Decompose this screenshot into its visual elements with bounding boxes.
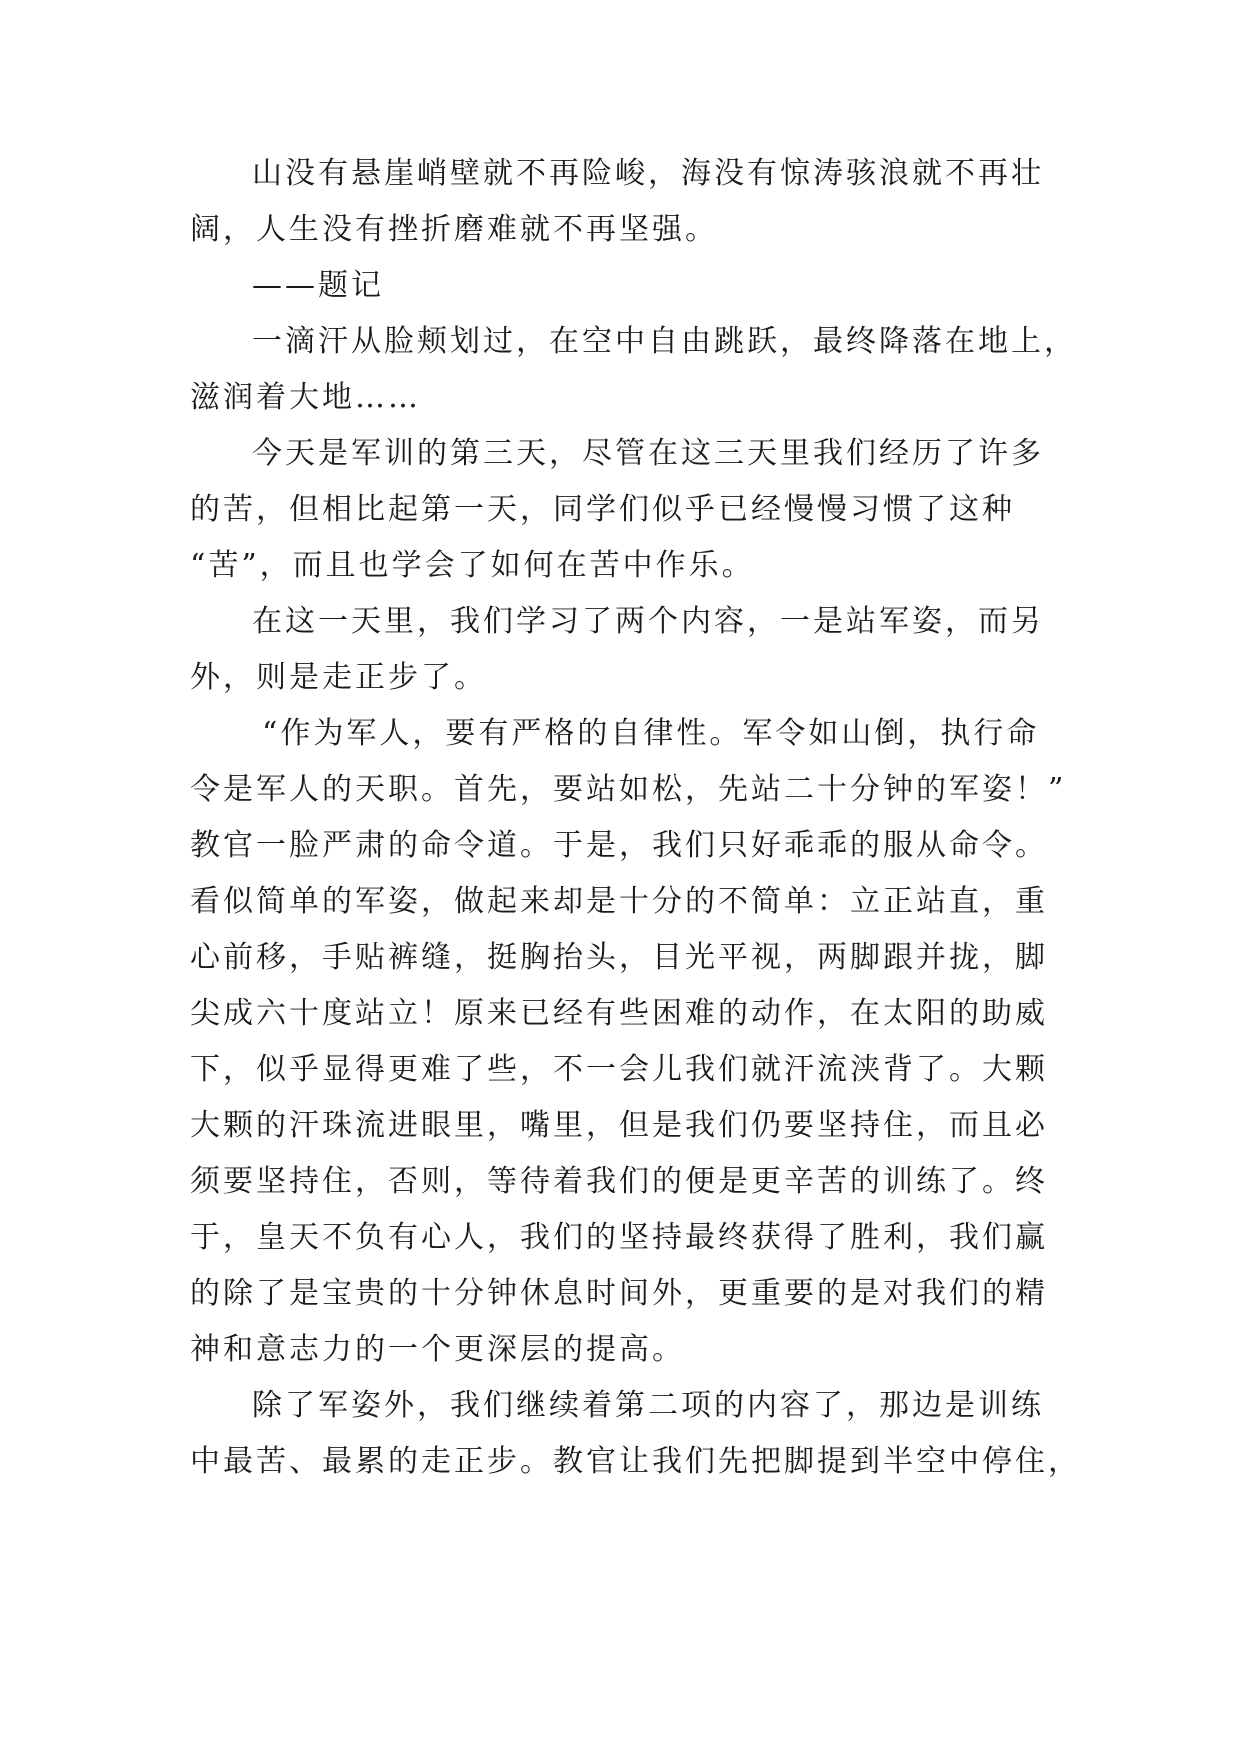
paragraph-line: 于，皇天不负有心人，我们的坚持最终获得了胜利，我们赢 <box>190 1220 1048 1255</box>
paragraph-line: 除了军姿外，我们继续着第二项的内容了，那边是训练 <box>252 1388 1044 1423</box>
paragraph-line: 尖成六十度站立！原来已经有些困难的动作，在太阳的助威 <box>190 996 1048 1031</box>
paragraph-line: 的除了是宝贵的十分钟休息时间外，更重要的是对我们的精 <box>190 1276 1048 1311</box>
paragraph-line: 在这一天里，我们学习了两个内容，一是站军姿，而另 <box>252 604 1044 639</box>
paragraph-line: 滋润着大地…… <box>190 380 421 415</box>
paragraph-line: 看似简单的军姿，做起来却是十分的不简单：立正站直，重 <box>190 884 1048 919</box>
paragraph-line: 大颗的汗珠流进眼里，嘴里，但是我们仍要坚持住，而且必 <box>190 1108 1048 1143</box>
paragraph-line: 下，似乎显得更难了些，不一会儿我们就汗流浃背了。大颗 <box>190 1052 1048 1087</box>
paragraph-line: “作为军人，要有严格的自律性。军令如山倒，执行命 <box>262 716 1040 751</box>
paragraph-line: 的苦，但相比起第一天，同学们似乎已经慢慢习惯了这种 <box>190 492 1015 527</box>
paragraph-line: 阔，人生没有挫折磨难就不再坚强。 <box>190 212 718 247</box>
paragraph-line: 一滴汗从脸颊划过，在空中自由跳跃，最终降落在地上， <box>252 324 1077 359</box>
paragraph-line: 神和意志力的一个更深层的提高。 <box>190 1332 685 1367</box>
paragraph-line: 中最苦、最累的走正步。教官让我们先把脚提到半空中停住， <box>190 1444 1081 1479</box>
paragraph-line: 今天是军训的第三天，尽管在这三天里我们经历了许多 <box>252 436 1044 471</box>
paragraph-line: 心前移，手贴裤缝，挺胸抬头，目光平视，两脚跟并拢，脚 <box>190 940 1048 975</box>
paragraph-line: 外，则是走正步了。 <box>190 660 487 695</box>
paragraph-line: 令是军人的天职。首先，要站如松，先站二十分钟的军姿！” <box>190 772 1067 807</box>
paragraph-line: 须要坚持住，否则，等待着我们的便是更辛苦的训练了。终 <box>190 1164 1048 1199</box>
paragraph-line: “苦”，而且也学会了如何在苦中作乐。 <box>190 548 755 583</box>
paragraph-line: 教官一脸严肃的命令道。于是，我们只好乖乖的服从命令。 <box>190 828 1048 863</box>
paragraph-line: 山没有悬崖峭壁就不再险峻，海没有惊涛骇浪就不再壮 <box>252 156 1044 191</box>
epigraph-attribution: ——题记 <box>252 268 384 303</box>
document-body <box>190 146 1081 1490</box>
